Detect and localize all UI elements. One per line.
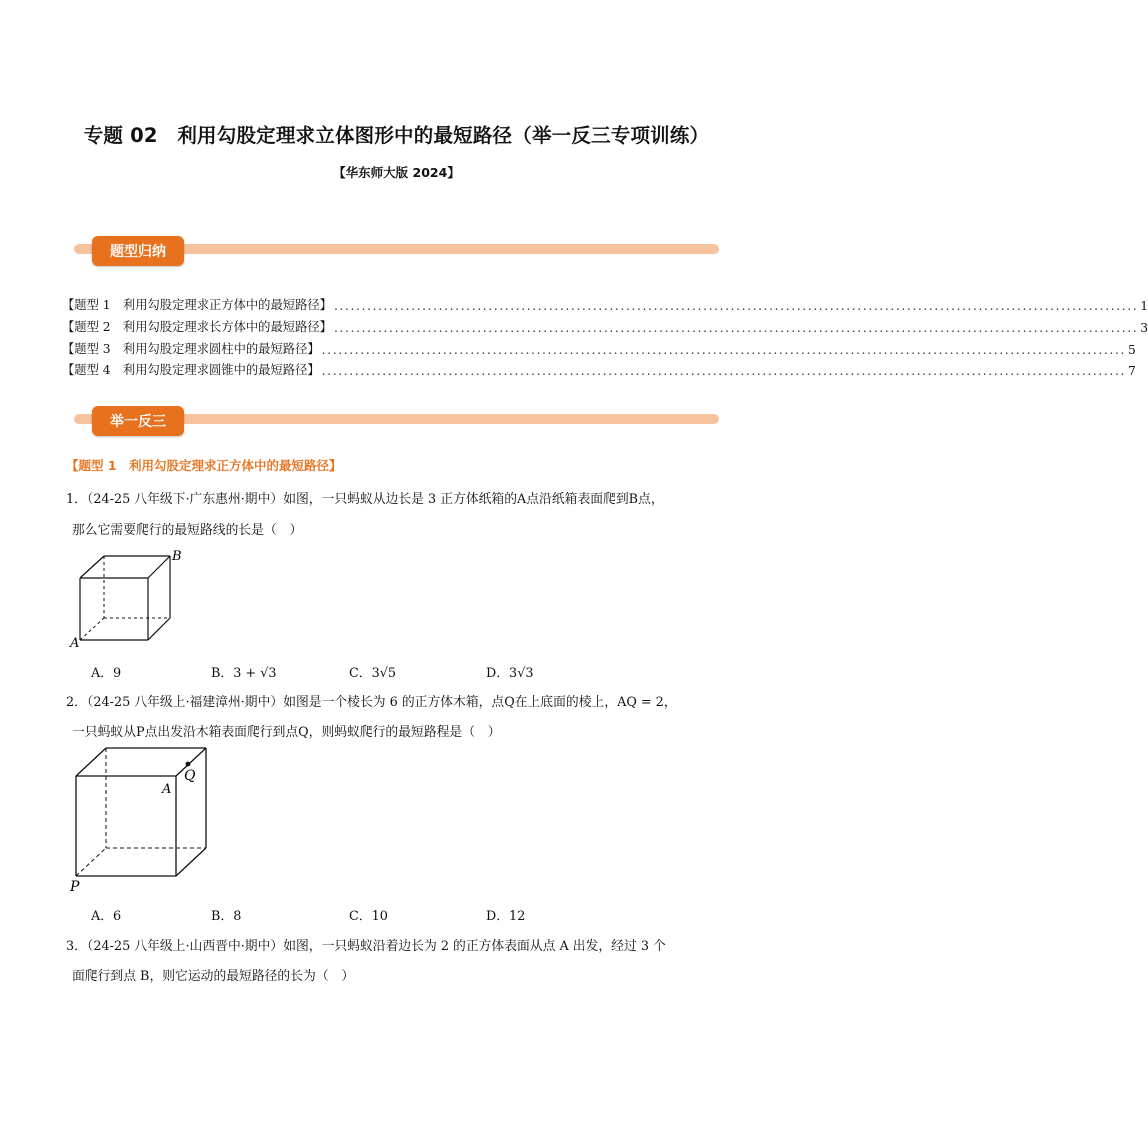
toc-leader-dots: .................................................................................................................................................. bbox=[321, 343, 1126, 357]
type1-heading: 【题型 1 利用勾股定理求正方体中的最短路径】 bbox=[66, 458, 342, 473]
toc-leader-dots: .................................................................................................................................................. bbox=[333, 321, 1139, 335]
toc-leader-dots: .................................................................................................................................................. bbox=[333, 299, 1139, 313]
toc-item-page: 1 bbox=[1140, 299, 1148, 313]
toc-item-page: 3 bbox=[1140, 321, 1148, 335]
question-2-cube-figure bbox=[66, 742, 216, 894]
toc-item-label: 【题型 4 利用勾股定理求圆锥中的最短路径】 bbox=[62, 363, 320, 377]
question-2-option-a[interactable]: A．6 bbox=[91, 909, 122, 924]
toc-item-label: 【题型 2 利用勾股定理求长方体中的最短路径】 bbox=[62, 320, 332, 334]
question-1-option-c[interactable]: C．3√5 bbox=[349, 666, 397, 681]
toc-item[interactable] bbox=[62, 293, 1148, 313]
toc-item[interactable] bbox=[62, 337, 1136, 357]
toc-item[interactable] bbox=[62, 358, 1136, 378]
question-2-option-d[interactable]: D．12 bbox=[486, 909, 526, 924]
cube-label-a: A bbox=[70, 636, 80, 651]
question-3-line-2: 面爬行到点 B，则它运动的最短路径的长为（ ） bbox=[72, 969, 355, 984]
cube-label-q: Q bbox=[184, 768, 196, 784]
question-2-option-c[interactable]: C．10 bbox=[349, 909, 388, 924]
summary-section-tab: 题型归纳 bbox=[92, 236, 184, 266]
question-1-cube-figure bbox=[66, 546, 186, 650]
toc-item[interactable] bbox=[62, 315, 1148, 335]
toc-item-page: 5 bbox=[1127, 343, 1136, 357]
question-2-line-2: 一只蚂蚁从P点出发沿木箱表面爬行到点Q，则蚂蚁爬行的最短路程是（ ） bbox=[72, 725, 501, 740]
toc-leader-dots: .................................................................................................................................................. bbox=[321, 364, 1126, 378]
question-1-option-d[interactable]: D．3√3 bbox=[486, 666, 534, 681]
edition-label: 【华东师大版 2024】 bbox=[333, 165, 460, 180]
question-1-option-a[interactable]: A．9 bbox=[91, 666, 122, 681]
cube-label-a: A bbox=[162, 782, 172, 797]
question-2-option-b[interactable]: B．8 bbox=[211, 909, 242, 924]
practice-section-tab: 举一反三 bbox=[92, 406, 184, 436]
question-1-line-2: 那么它需要爬行的最短路线的长是（ ） bbox=[72, 523, 303, 538]
page-title: 专题 02 利用勾股定理求立体图形中的最短路径（举一反三专项训练） bbox=[83, 124, 710, 147]
cube-label-p: P bbox=[70, 879, 80, 895]
question-3-line-1: 3．（24-25 八年级上·山西晋中·期中）如图，一只蚂蚁沿着边长为 2 的正方体表面从点 A 出发，经过 3 个 bbox=[66, 939, 666, 954]
question-1-option-b[interactable]: B．3 + √3 bbox=[211, 666, 277, 681]
question-1-line-1: 1．（24-25 八年级下·广东惠州·期中）如图，一只蚂蚁从边长是 3 正方体纸箱的A点沿纸箱表面爬到B点， bbox=[66, 492, 664, 507]
toc-item-label: 【题型 1 利用勾股定理求正方体中的最短路径】 bbox=[62, 298, 332, 312]
toc-item-page: 7 bbox=[1127, 364, 1136, 378]
point-q-marker bbox=[186, 762, 191, 767]
toc-item-label: 【题型 3 利用勾股定理求圆柱中的最短路径】 bbox=[62, 342, 320, 356]
cube-label-b: B bbox=[172, 549, 182, 564]
question-2-line-1: 2．（24-25 八年级上·福建漳州·期中）如图是一个棱长为 6 的正方体木箱，点Q在上底面的棱上，AQ = 2， bbox=[66, 695, 677, 710]
